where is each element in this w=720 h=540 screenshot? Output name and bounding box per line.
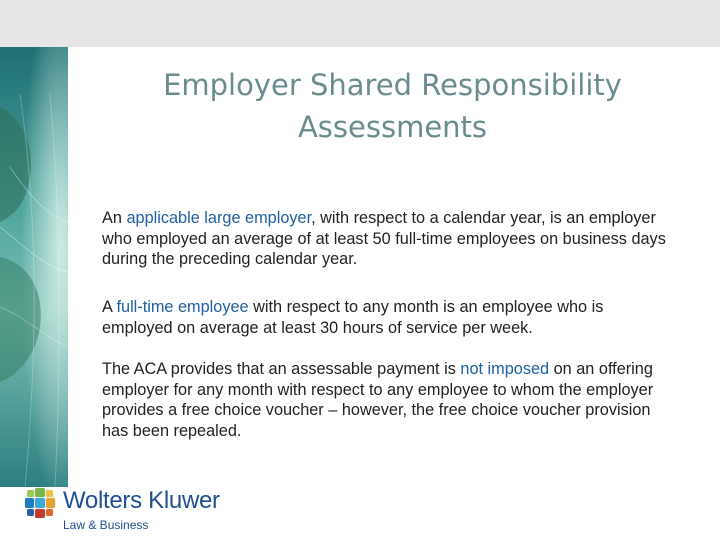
slide-title-line2: Assessments <box>297 110 488 144</box>
slide-title <box>100 64 685 148</box>
globe-icon <box>0 47 68 487</box>
paragraph1-before: An <box>102 209 127 227</box>
paragraph3-after: on an offering employer for any month with respect to any employee to whom the employer provides a free choice voucher – however, the free choice voucher provision has been repealed. <box>102 360 654 440</box>
highlight-applicable-large-employer: applicable large employer <box>126 209 312 227</box>
paragraph3-before: The ACA provides that an assessable payment is <box>102 360 461 378</box>
logo-subtitle: Law & Business <box>63 518 149 532</box>
slide-title-line1: Employer Shared Responsibility <box>163 68 622 102</box>
paragraph2-before: A <box>102 298 117 316</box>
logo-name: Wolters Kluwer <box>63 487 220 514</box>
globe-background <box>0 47 68 487</box>
highlight-not-imposed: not imposed <box>460 360 550 378</box>
top-bar <box>0 0 720 47</box>
wolters-kluwer-mark-icon <box>22 485 58 521</box>
paragraph1-after: , with respect to a calendar year, is an employer who employed an average of at least 50 full-time employees on business days during the preceding calendar year. <box>102 209 666 268</box>
paragraph-aca-assessable-payment <box>102 359 674 441</box>
highlight-full-time-employee: full-time employee <box>116 298 249 316</box>
paragraph-full-time-employee <box>102 297 674 338</box>
paragraph-applicable-large-employer <box>102 208 674 270</box>
wolters-kluwer-logo <box>22 485 242 535</box>
paragraph2-after: with respect to any month is an employee who is employed on average at least 30 hours of service per week. <box>102 298 604 337</box>
